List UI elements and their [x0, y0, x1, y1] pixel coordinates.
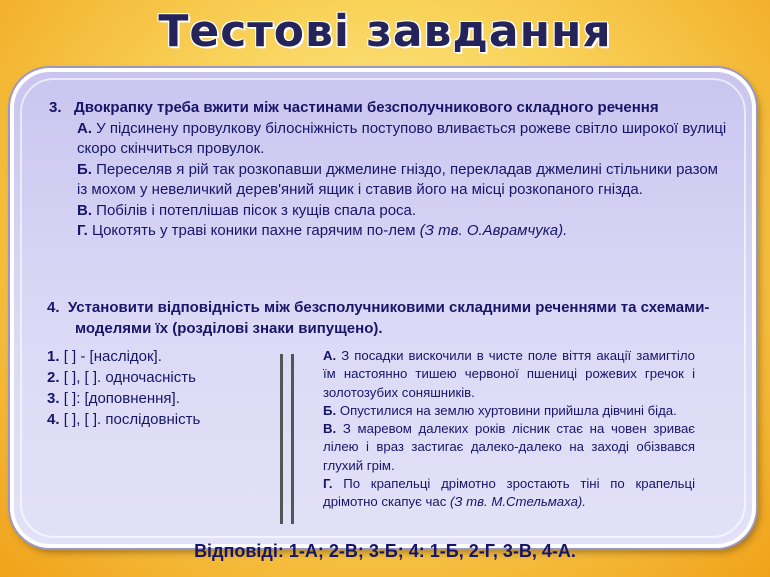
content-panel [10, 68, 756, 548]
scheme-item: 1. [ ] - [наслідок]. [47, 348, 162, 365]
question-3-heading [49, 98, 729, 119]
scheme-item: 3. [ ]: [доповнення]. [47, 390, 180, 407]
question-3-number: 3. [49, 99, 62, 116]
sentence-item: В. З маревом далеких років лісник стає на човен зриває лілею і враз застигає далеко-далеко на заході обізвався глухий грім. [323, 421, 696, 473]
answer-key: Відповіді: 1-А; 2-В; 3-Б; 4: 1-Б, 2-Г, 3-В, 4-А. [194, 541, 576, 561]
question-4-number: 4. [47, 299, 60, 316]
sentence-item: А. З посадки вискочили в чисте поле віття акації замигтіло їм настоянно тишею червоної пшениці рожевих гречок і золотозубих соняшників. [323, 348, 695, 400]
q3-option-d: Г. Цокотять у траві коники пахне гарячим по-лем (З тв. О.Аврамчука). [77, 222, 568, 239]
q3-option-b: Б. Переселяв я рій так розкопавши джмелине гніздо, перекладав джмелині стільники разом із мохом у невеличкий дерев'яний ящик і ставив його на місці розкопаного гнізда. [77, 160, 718, 198]
scheme-item: 2. [ ], [ ]. одночасність [47, 369, 196, 386]
sentence-item: Б. Опустилися на землю хуртовини прийшла дівчині біда. [323, 402, 677, 418]
question-4 [47, 298, 737, 339]
sentence-list [323, 347, 695, 512]
slide-title: Тестові завдання [158, 6, 612, 57]
q3-option-c: В. Побілів і потеплішав пісок з кущів спала роса. [77, 201, 417, 219]
question-4-text: Установити відповідність між безсполучниковими складними реченнями та схемами-моделями їх (розділові знаки випущено). [67, 299, 710, 337]
question-3 [49, 98, 729, 242]
sentence-item: Г. По крапельці дрімотно зростають тіні по крапельці дрімотно скапує час (З тв. М.Стельмаха). [323, 476, 695, 510]
question-3-text: Двокрапку треба вжити між частинами безсполучникового складного речення [74, 99, 659, 116]
q3-source: (З тв. О.Аврамчука). [419, 222, 568, 239]
scheme-item: 4. [ ], [ ]. послідовність [47, 411, 201, 428]
scheme-list [47, 346, 257, 430]
q4-source: (З тв. М.Стельмаха). [449, 494, 586, 510]
question-4-heading [47, 298, 737, 339]
double-divider [280, 354, 294, 524]
q3-option-a: А. У підсинену провулкову білосніжність поступово вливається рожеве світло широкої вулиці скоро скінчиться провулок. [77, 119, 727, 157]
